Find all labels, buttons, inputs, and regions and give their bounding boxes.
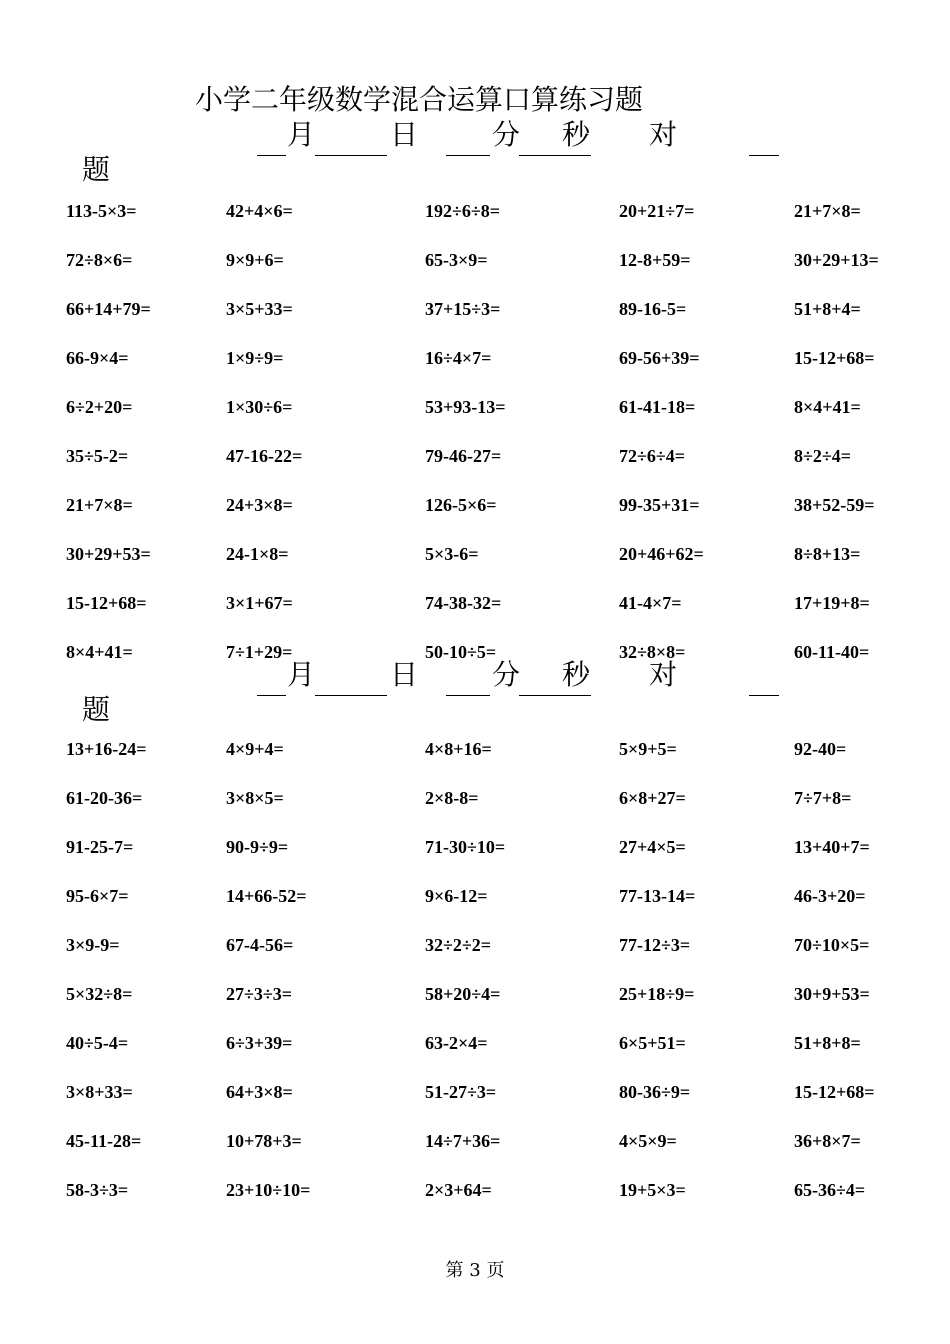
problem-item: 12-8+59= xyxy=(619,250,691,270)
problem-item: 5×32÷8= xyxy=(66,984,133,1004)
problem-item: 7÷1+29= xyxy=(226,642,293,662)
problem-item: 41-4×7= xyxy=(619,593,682,613)
problem-item: 8×4+41= xyxy=(66,642,133,662)
problem-item: 30+29+53= xyxy=(66,544,151,564)
problem-item: 58+20÷4= xyxy=(425,984,501,1004)
problem-item: 72÷6÷4= xyxy=(619,446,686,466)
problem-item: 60-11-40= xyxy=(794,642,870,662)
problem-item: 30+9+53= xyxy=(794,984,870,1004)
problem-item: 50-10÷5= xyxy=(425,642,497,662)
problem-item: 4×9+4= xyxy=(226,739,284,759)
problem-item: 5×9+5= xyxy=(619,739,677,759)
problem-item: 67-4-56= xyxy=(226,935,294,955)
problem-item: 51-27÷3= xyxy=(425,1082,497,1102)
problem-item: 77-12÷3= xyxy=(619,935,691,955)
problem-item: 8×4+41= xyxy=(794,397,861,417)
problem-item: 1×9÷9= xyxy=(226,348,284,368)
problem-item: 3×9-9= xyxy=(66,935,120,955)
problem-item: 6×5+51= xyxy=(619,1033,686,1053)
problem-item: 42+4×6= xyxy=(226,201,293,221)
problem-item: 3×8+33= xyxy=(66,1082,133,1102)
problem-item: 51+8+4= xyxy=(794,299,861,319)
problem-item: 13+40+7= xyxy=(794,837,870,857)
month-blank xyxy=(257,695,286,696)
month-blank xyxy=(257,155,286,156)
problem-item: 21+7×8= xyxy=(794,201,861,221)
problem-item: 63-2×4= xyxy=(425,1033,488,1053)
problem-item: 89-16-5= xyxy=(619,299,687,319)
problem-item: 9×6-12= xyxy=(425,886,488,906)
problem-item: 23+10÷10= xyxy=(226,1180,311,1200)
problem-item: 99-35+31= xyxy=(619,495,700,515)
problem-item: 61-20-36= xyxy=(66,788,143,808)
problem-item: 6÷2+20= xyxy=(66,397,133,417)
problem-item: 15-12+68= xyxy=(66,593,147,613)
worksheet-title: 小学二年级数学混合运算口算练习题 xyxy=(195,83,644,116)
problem-item: 19+5×3= xyxy=(619,1180,686,1200)
problem-item: 66+14+79= xyxy=(66,299,151,319)
day-blank xyxy=(315,695,387,696)
problem-item: 7÷7+8= xyxy=(794,788,852,808)
problem-item: 2×8-8= xyxy=(425,788,479,808)
month-label: 月 xyxy=(287,118,316,151)
problem-item: 14+66-52= xyxy=(226,886,307,906)
problem-item: 15-12+68= xyxy=(794,348,875,368)
correct-blank xyxy=(749,155,779,156)
problem-item: 70÷10×5= xyxy=(794,935,870,955)
problem-item: 69-56+39= xyxy=(619,348,700,368)
problem-item: 90-9÷9= xyxy=(226,837,289,857)
second-label: 秒 xyxy=(562,658,591,691)
page-number: 第 3 页 xyxy=(445,1260,505,1281)
problem-item: 77-13-14= xyxy=(619,886,696,906)
problem-item: 192÷6÷8= xyxy=(425,201,501,221)
problem-item: 91-25-7= xyxy=(66,837,134,857)
second-blank xyxy=(519,695,591,696)
problem-item: 64+3×8= xyxy=(226,1082,293,1102)
problem-item: 36+8×7= xyxy=(794,1131,861,1151)
problem-item: 3×8×5= xyxy=(226,788,284,808)
problems-label: 题 xyxy=(82,693,111,726)
problem-item: 53+93-13= xyxy=(425,397,506,417)
problem-item: 126-5×6= xyxy=(425,495,497,515)
problem-item: 35÷5-2= xyxy=(66,446,129,466)
problem-item: 79-46-27= xyxy=(425,446,502,466)
day-label: 日 xyxy=(390,118,419,151)
problem-item: 25+18÷9= xyxy=(619,984,695,1004)
correct-blank xyxy=(749,695,779,696)
problem-item: 27+4×5= xyxy=(619,837,686,857)
second-blank xyxy=(519,155,591,156)
day-label: 日 xyxy=(390,658,419,691)
problem-item: 1×30÷6= xyxy=(226,397,293,417)
problem-item: 45-11-28= xyxy=(66,1131,142,1151)
problem-item: 66-9×4= xyxy=(66,348,129,368)
problem-item: 58-3÷3= xyxy=(66,1180,129,1200)
problem-item: 6×8+27= xyxy=(619,788,686,808)
problem-item: 74-38-32= xyxy=(425,593,502,613)
problem-item: 8÷2÷4= xyxy=(794,446,852,466)
problem-item: 2×3+64= xyxy=(425,1180,492,1200)
problem-item: 80-36÷9= xyxy=(619,1082,691,1102)
problem-item: 46-3+20= xyxy=(794,886,866,906)
problem-item: 13+16-24= xyxy=(66,739,147,759)
problems-label: 题 xyxy=(82,153,111,186)
problem-item: 20+21÷7= xyxy=(619,201,695,221)
problem-item: 61-41-18= xyxy=(619,397,696,417)
problem-item: 21+7×8= xyxy=(66,495,133,515)
problem-item: 24-1×8= xyxy=(226,544,289,564)
problem-item: 37+15÷3= xyxy=(425,299,501,319)
problem-item: 71-30÷10= xyxy=(425,837,506,857)
problem-item: 27÷3÷3= xyxy=(226,984,293,1004)
minute-label: 分 xyxy=(492,658,521,691)
problem-item: 4×5×9= xyxy=(619,1131,677,1151)
problem-item: 32÷2÷2= xyxy=(425,935,492,955)
minute-blank xyxy=(446,155,490,156)
day-blank xyxy=(315,155,387,156)
problem-item: 72÷8×6= xyxy=(66,250,133,270)
problem-item: 5×3-6= xyxy=(425,544,479,564)
problem-item: 15-12+68= xyxy=(794,1082,875,1102)
problem-item: 65-3×9= xyxy=(425,250,488,270)
problem-item: 92-40= xyxy=(794,739,847,759)
problem-item: 65-36÷4= xyxy=(794,1180,866,1200)
minute-blank xyxy=(446,695,490,696)
problem-item: 30+29+13= xyxy=(794,250,879,270)
problem-item: 40÷5-4= xyxy=(66,1033,129,1053)
problem-item: 6÷3+39= xyxy=(226,1033,293,1053)
minute-label: 分 xyxy=(492,118,521,151)
problem-item: 95-6×7= xyxy=(66,886,129,906)
problem-item: 10+78+3= xyxy=(226,1131,302,1151)
problem-item: 8÷8+13= xyxy=(794,544,861,564)
problem-item: 4×8+16= xyxy=(425,739,492,759)
correct-label: 对 xyxy=(649,658,678,691)
correct-label: 对 xyxy=(649,118,678,151)
problem-item: 17+19+8= xyxy=(794,593,870,613)
problem-item: 3×1+67= xyxy=(226,593,293,613)
problem-item: 47-16-22= xyxy=(226,446,303,466)
problem-item: 32÷8×8= xyxy=(619,642,686,662)
problem-item: 20+46+62= xyxy=(619,544,704,564)
problem-item: 3×5+33= xyxy=(226,299,293,319)
problem-item: 24+3×8= xyxy=(226,495,293,515)
problem-item: 16÷4×7= xyxy=(425,348,492,368)
problem-item: 51+8+8= xyxy=(794,1033,861,1053)
problem-item: 113-5×3= xyxy=(66,201,137,221)
month-label: 月 xyxy=(287,658,316,691)
problem-item: 9×9+6= xyxy=(226,250,284,270)
second-label: 秒 xyxy=(562,118,591,151)
problem-item: 38+52-59= xyxy=(794,495,875,515)
problem-item: 14÷7+36= xyxy=(425,1131,501,1151)
